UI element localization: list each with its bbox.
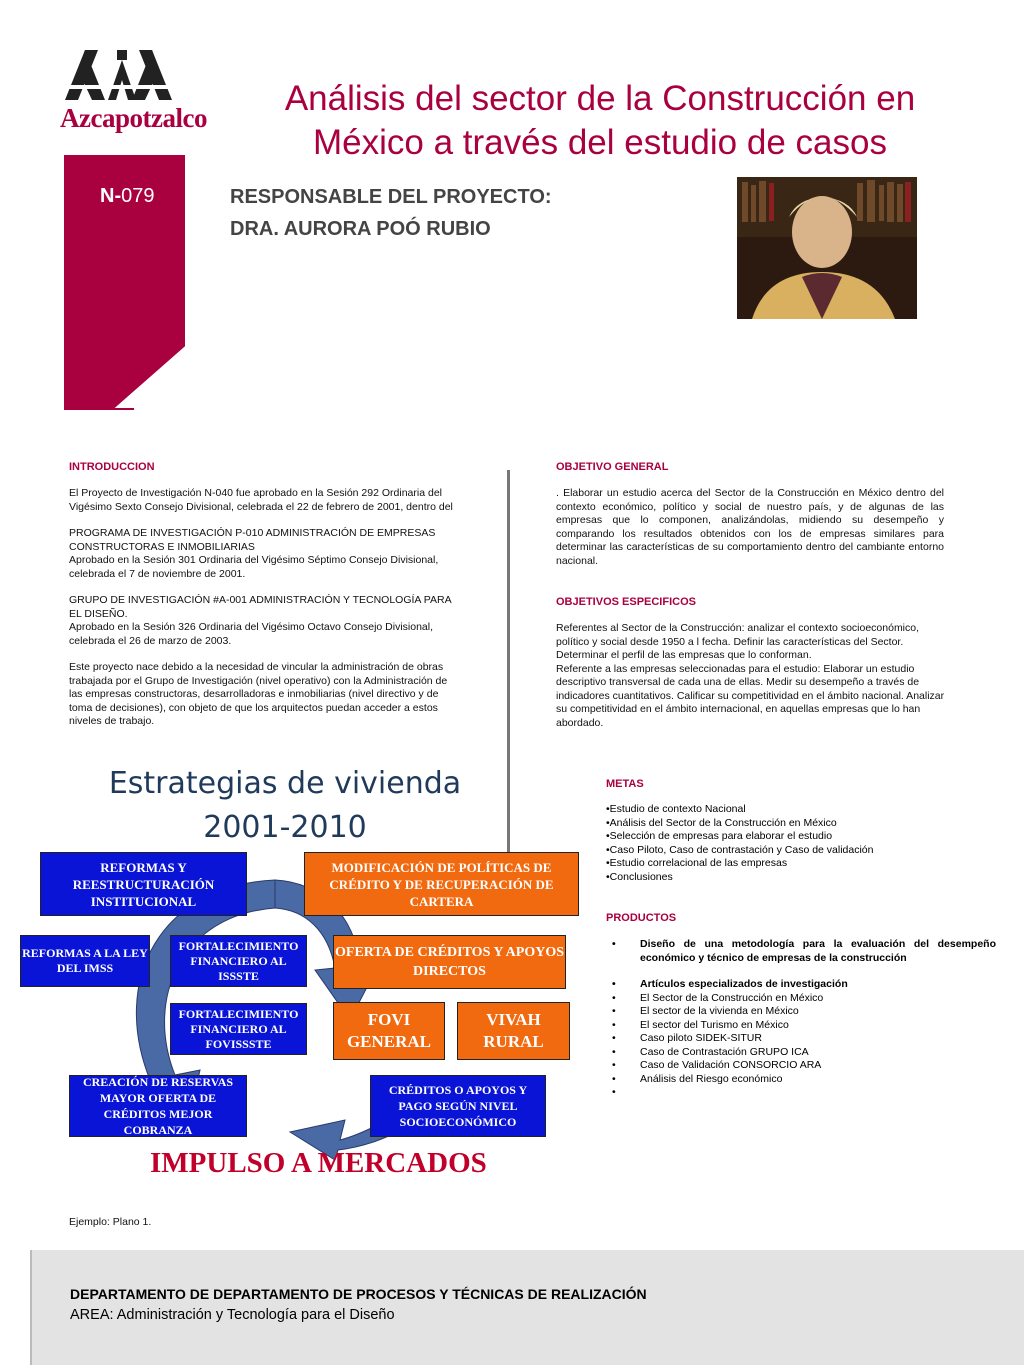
list-item: •Caso Piloto, Caso de contrastación y Caso de validación	[606, 843, 874, 856]
introduccion-p3a: GRUPO DE INVESTIGACIÓN #A-001 ADMINISTRACIÓN Y TECNOLOGÍA PARA EL DISEÑO.	[69, 594, 451, 620]
box-creditos-apoyos: CRÉDITOS O APOYOS Y PAGO SEGÚN NIVEL SOCIOECONÓMICO	[370, 1075, 546, 1137]
list-item: • Análisis del Riesgo económico	[606, 1073, 996, 1087]
university-logo	[60, 45, 190, 105]
portrait-photo	[737, 177, 917, 319]
estrategias-heading	[105, 762, 465, 850]
productos-heading: PRODUCTOS	[606, 912, 677, 924]
metas-section	[606, 778, 946, 884]
list-item: •Análisis del Sector de la Construcción en México	[606, 816, 837, 829]
box-reformas-reestructuracion: REFORMAS Y REESTRUCTURACIÓN INSTITUCIONAL	[40, 852, 247, 916]
logo-wordmark: Azcapotzalco	[60, 103, 207, 133]
list-item: • El sector de la vivienda en México	[606, 1005, 996, 1019]
objetivos-especificos-p1: Referentes al Sector de la Construcción: analizar el contexto socioeconómico, político y social desde 1950 a l fecha. Definir las características del Sector. Determinar el perfil de las empresas que lo conforman.	[556, 622, 920, 661]
footer	[30, 1250, 1024, 1365]
footer-border	[30, 1250, 32, 1365]
introduccion-section	[69, 461, 461, 729]
project-code	[100, 185, 154, 208]
ejemplo-caption: Ejemplo: Plano 1.	[69, 1216, 152, 1228]
introduccion-p2a: PROGRAMA DE INVESTIGACIÓN P-010 ADMINISTRACIÓN DE EMPRESAS CONSTRUCTORAS E INMOBILIARIAS	[69, 527, 436, 553]
page-title: Análisis del sector de la Construcción en México a través del estudio de casos	[284, 79, 916, 162]
estrategias-line2: 2001-2010	[203, 810, 367, 845]
introduccion-p2b: Aprobado en la Sesión 301 Ordinaria del Vigésimo Séptimo Consejo Divisional, celebrada el 7 de noviembre de 2001.	[69, 554, 439, 580]
metas-heading: METAS	[606, 778, 644, 790]
introduccion-p4: Este proyecto nace debido a la necesidad de vincular la administración de obras trabajada por el Grupo de Investigación (nivel operativo) con la Administración de las empresas constructoras, desarrolladoras e inmobiliarias (nivel directivo y de toma de decisiones), con objeto de que los arquitectos puedan acceder a estos niveles de trabajo.	[69, 661, 448, 727]
box-oferta-creditos: OFERTA DE CRÉDITOS Y APOYOS DIRECTOS	[333, 935, 566, 989]
list-item: • Caso piloto SIDEK-SITUR	[606, 1032, 996, 1046]
project-code-number: 079	[121, 185, 155, 207]
list-item: • Caso de Contrastación GRUPO ICA	[606, 1046, 996, 1060]
box-reformas-imss: REFORMAS A LA LEY DEL IMSS	[20, 935, 150, 987]
uam-logo-icon	[60, 45, 190, 103]
list-item: • El Sector de la Construcción en México	[606, 992, 996, 1006]
box-vivah-rural: VIVAH RURAL	[457, 1002, 570, 1060]
introduccion-p1: El Proyecto de Investigación N-040 fue aprobado en la Sesión 292 Ordinaria del Vigésimo Sexto Consejo Divisional, celebrada el 22 de febrero de 2001, dentro del	[69, 487, 453, 513]
list-item: • Caso de Validación CONSORCIO ARA	[606, 1059, 996, 1073]
metas-list	[606, 803, 946, 884]
box-fortalecimiento-issste: FORTALECIMIENTO FINANCIERO AL ISSSTE	[170, 935, 307, 987]
responsible-label: RESPONSABLE DEL PROYECTO:	[230, 186, 552, 208]
box-fortalecimiento-fovissste: FORTALECIMIENTO FINANCIERO AL FOVISSSTE	[170, 1003, 307, 1055]
responsible-name: DRA. AURORA POÓ RUBIO	[230, 218, 491, 240]
objetivo-general-section	[556, 461, 944, 568]
box-modificacion-politicas: MODIFICACIÓN DE POLÍTICAS DE CRÉDITO Y DE RECUPERACIÓN DE CARTERA	[304, 852, 579, 916]
list-item: •Estudio correlacional de las empresas	[606, 857, 788, 869]
objetivos-especificos-section	[556, 596, 946, 730]
introduccion-p3b: Aprobado en la Sesión 326 Ordinaria del Vigésimo Octavo Consejo Divisional, celebrada el 26 de marzo de 2003.	[69, 621, 434, 647]
impulso-mercados-label: IMPULSO A MERCADOS	[150, 1147, 487, 1179]
productos-section	[606, 912, 996, 1100]
estrategias-line1: Estrategias de vivienda	[108, 766, 462, 801]
introduccion-heading: INTRODUCCION	[69, 461, 155, 473]
productos-list	[606, 938, 996, 1100]
box-creacion-reservas: CREACIÓN DE RESERVAS MAYOR OFERTA DE CRÉDITOS MEJOR COBRANZA	[69, 1075, 247, 1137]
objetivos-especificos-p2: Referente a las empresas seleccionadas para el estudio: Elaborar un estudio descriptivo transversal de cada una de ellas. Medir su desempeño a través de indicadores cuantitativos. Calificar su competitividad en el ámbito nacional. Analizar su competitividad en el ámbito internacional, en aquellas empresas que lo han abordado.	[556, 662, 945, 729]
project-code-prefix: N-	[100, 185, 122, 207]
list-item: •Selección de empresas para elaborar el estudio	[606, 830, 833, 842]
list-item: • El sector del Turismo en México	[606, 1019, 996, 1033]
footer-area	[70, 1307, 395, 1323]
list-item: •Estudio de contexto Nacional	[606, 803, 746, 815]
objetivo-general-heading: OBJETIVO GENERAL	[556, 461, 669, 473]
box-fovi-general: FOVI GENERAL	[333, 1002, 445, 1060]
list-item: • Diseño de una metodología para la evaluación del desempeño económico y técnico de empresas de la construcción	[606, 938, 996, 965]
column-divider	[507, 470, 510, 865]
footer-area-label: AREA	[70, 1307, 110, 1323]
objetivos-especificos-heading: OBJETIVOS ESPECIFICOS	[556, 596, 696, 608]
list-item	[606, 1086, 996, 1100]
list-item: • Artículos especializados de investigación	[606, 978, 996, 992]
side-band-line	[64, 408, 134, 410]
footer-department: DEPARTAMENTO DE DEPARTAMENTO DE PROCESOS Y TÉCNICAS DE REALIZACIÓN	[70, 1286, 647, 1302]
objetivo-general-text: . Elaborar un estudio acerca del Sector de la Construcción en México dentro del contexto económico, político y social de nuestro país, y de algunas de las empresas que lo componen, analizándolas, midiendo su desempeño y comparando los resultados obtenidos con los de empresas similares para determinar las características de su comportamiento dentro del cambiante entorno nacional.	[556, 487, 944, 567]
list-item: •Conclusiones	[606, 870, 673, 883]
footer-area-value: : Administración y Tecnología para el Diseño	[109, 1307, 395, 1323]
